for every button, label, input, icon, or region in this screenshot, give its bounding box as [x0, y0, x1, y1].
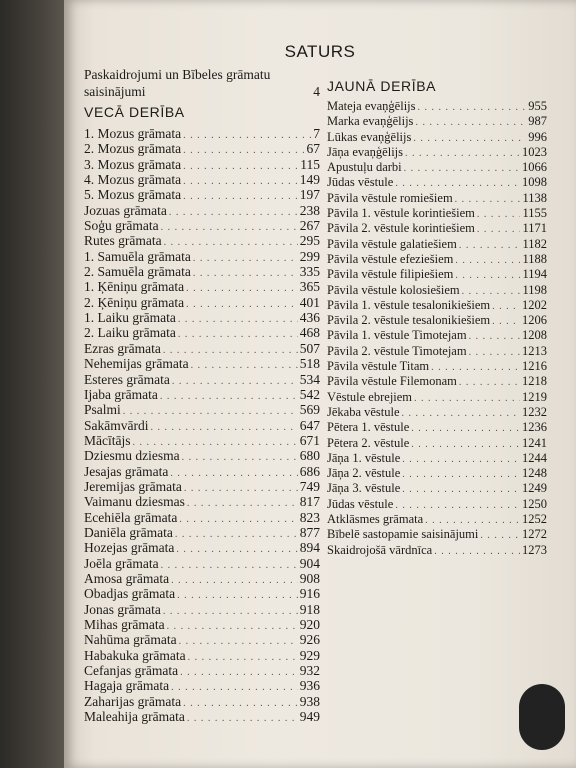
toc-entry-title: Skaidrojošā vārdnīca	[327, 542, 433, 557]
toc-entry-title: Jūdas vēstule	[327, 175, 394, 190]
old-testament-heading: VECĀ DERĪBA	[84, 104, 185, 120]
toc-entry-title: Ezras grāmata	[84, 340, 161, 356]
toc-entry-page: 1182	[522, 236, 547, 251]
toc-entry-page: 569	[299, 402, 320, 418]
toc-entry-page: 436	[299, 310, 320, 326]
toc-entry	[327, 543, 547, 558]
dot-leader	[462, 283, 521, 299]
toc-entry-title: Pāvila 1. vēstule Timotejam	[327, 328, 467, 343]
toc-entry-title: 1. Mozus grāmata	[84, 126, 182, 141]
toc-entry-title: Pāvila 2. vēstule tesalonikiešiem	[327, 313, 491, 328]
dot-leader	[187, 709, 298, 726]
toc-entry	[84, 341, 320, 356]
toc-entry-page: 671	[299, 432, 320, 448]
toc-entry-page: 920	[299, 617, 320, 632]
toc-entry-title: Mateja evaņģēlijs	[327, 99, 416, 113]
toc-entry-page: 996	[528, 129, 547, 144]
toc-entry-title: Vaimanu dziesmas	[84, 494, 185, 510]
toc-entry	[327, 405, 547, 420]
dot-leader	[455, 191, 521, 207]
new-testament-heading: JAUNĀ DERĪBA	[327, 78, 437, 94]
toc-entry-title: Ijaba grāmata	[84, 386, 158, 402]
book-binding-shadow	[0, 0, 64, 768]
toc-entry	[84, 264, 320, 279]
dot-leader	[418, 99, 527, 115]
toc-entry-title: 2. Mozus grāmata	[84, 141, 182, 157]
toc-entry-page: 238	[299, 202, 320, 218]
toc-entry	[327, 221, 547, 236]
toc-entry-page: 647	[299, 417, 320, 433]
toc-entry-page: 1249	[522, 481, 547, 496]
toc-entry-page: 7	[313, 126, 320, 141]
toc-entry-page: 929	[299, 647, 320, 663]
toc-entry-title: Sakāmvārdi	[84, 417, 149, 433]
toc-entry-page: 1219	[522, 389, 547, 404]
dot-leader	[459, 237, 521, 253]
toc-entry-title: Hozejas grāmata	[84, 540, 175, 556]
page-title: SATURS	[284, 42, 356, 61]
toc-entry-title: Obadjas grāmata	[84, 586, 176, 602]
toc-entry	[327, 344, 547, 359]
toc-entry-page: 299	[299, 248, 320, 264]
toc-entry-page: 1213	[522, 343, 547, 358]
toc-entry-title: 2. Ķēniņu grāmata	[84, 294, 185, 310]
toc-entry-page: 67	[306, 141, 320, 157]
toc-entry	[327, 114, 547, 129]
toc-entry-title: Jūdas vēstule	[327, 496, 394, 511]
toc-entry	[84, 540, 320, 555]
toc-entry	[84, 464, 320, 479]
toc-entry-title: Pāvila vēstule galatiešiem	[327, 236, 457, 251]
toc-entry-page: 295	[299, 233, 320, 249]
toc-entry-page: 817	[299, 494, 320, 510]
toc-entry-page: 894	[299, 540, 320, 556]
dot-leader	[402, 466, 520, 482]
toc-entry-page: 1218	[522, 374, 547, 389]
dot-leader	[459, 374, 520, 390]
toc-entry	[327, 145, 547, 160]
toc-entry-title: Habakuka grāmata	[84, 647, 186, 663]
dot-leader	[405, 145, 520, 161]
toc-entry-title: Jesajas grāmata	[84, 463, 169, 479]
dot-leader	[402, 405, 520, 421]
toc-entry-title: Jēkaba vēstule	[327, 404, 400, 419]
toc-entry-page: 1273	[522, 542, 547, 557]
toc-entry-page: 955	[528, 99, 547, 113]
toc-entry-page: 267	[299, 218, 320, 234]
toc-entry	[327, 130, 547, 145]
dot-leader	[492, 313, 520, 329]
toc-entry	[84, 648, 320, 663]
toc-entry-page: 335	[299, 264, 320, 280]
toc-entry-title: Ecehiēla grāmata	[84, 509, 178, 525]
dot-leader	[404, 160, 520, 176]
toc-entry	[84, 233, 320, 248]
toc-entry	[84, 218, 320, 233]
toc-entry-title: Pētera 1. vēstule	[327, 420, 410, 435]
toc-entry-title: Jozuas grāmata	[84, 202, 167, 218]
toc-entry-title: Rutes grāmata	[84, 233, 162, 249]
dot-leader	[415, 114, 526, 130]
toc-entry-title: Jeremijas grāmata	[84, 478, 182, 494]
toc-entry-page: 987	[528, 114, 547, 129]
toc-entry	[327, 206, 547, 221]
toc-entry-title: Pāvila 2. vēstule korintiešiem	[327, 221, 475, 236]
book-page	[64, 0, 576, 768]
toc-entry-title: Soģu grāmata	[84, 218, 159, 234]
toc-entry-page: 916	[299, 586, 320, 602]
toc-entry	[84, 494, 320, 509]
dot-leader	[413, 130, 526, 146]
toc-entry-title: 3. Mozus grāmata	[84, 156, 182, 172]
old-testament-list	[84, 126, 320, 724]
toc-entry	[327, 527, 547, 542]
toc-entry	[327, 497, 547, 512]
toc-entry-title: Jāņa evaņģēlijs	[327, 144, 404, 159]
toc-entry-page: 936	[299, 678, 320, 694]
toc-entry	[84, 433, 320, 448]
toc-entry-title: 5. Mozus grāmata	[84, 187, 182, 203]
toc-entry-title: 2. Laiku grāmata	[84, 325, 176, 341]
toc-entry-page: 1250	[522, 496, 547, 511]
toc-entry-page: 680	[299, 448, 320, 464]
dot-leader	[455, 267, 520, 283]
toc-entry-page: 1023	[522, 144, 547, 159]
toc-entry-page: 1208	[522, 328, 547, 343]
toc-entry	[84, 172, 320, 187]
toc-entry	[84, 525, 320, 540]
toc-entry-page: 1206	[522, 313, 547, 328]
toc-entry	[84, 402, 320, 417]
intro-line-1: Paskaidrojumi un Bībeles grāmatu	[84, 67, 271, 82]
toc-entry-title: Dziesmu dziesma	[84, 448, 180, 464]
toc-entry-title: Jāņa 1. vēstule	[327, 450, 401, 465]
dot-leader	[480, 527, 520, 543]
toc-entry	[84, 418, 320, 433]
toc-entry-title: Nahūma grāmata	[84, 632, 177, 648]
dot-leader	[434, 543, 520, 559]
watermark-logo	[519, 684, 565, 750]
toc-entry	[327, 420, 547, 435]
toc-entry-page: 938	[299, 693, 320, 709]
toc-entry-title: Daniēla grāmata	[84, 524, 173, 540]
new-testament-list	[327, 99, 547, 558]
toc-entry-page: 918	[299, 601, 320, 617]
toc-entry-page: 932	[299, 663, 320, 679]
intro-page: 4	[313, 84, 320, 99]
toc-entry-page: 908	[299, 570, 320, 586]
toc-entry	[327, 99, 547, 114]
toc-entry-title: Marka evaņģēlijs	[327, 114, 414, 129]
toc-entry-page: 1066	[522, 160, 547, 175]
toc-entry	[84, 387, 320, 402]
toc-entry	[84, 479, 320, 494]
toc-entry-page: 401	[299, 294, 320, 310]
toc-entry-page: 115	[300, 156, 320, 172]
toc-entry-title: 4. Mozus grāmata	[84, 172, 182, 188]
dot-leader	[411, 436, 520, 452]
toc-entry-page: 1232	[522, 404, 547, 419]
toc-entry	[327, 466, 547, 481]
dot-leader	[402, 451, 520, 467]
toc-entry	[327, 313, 547, 328]
toc-entry-title: Pāvila vēstule kolosiešiem	[327, 282, 460, 297]
dot-leader	[477, 221, 521, 237]
toc-entry	[84, 448, 320, 463]
toc-entry	[327, 359, 547, 374]
toc-entry-title: Amosa grāmata	[84, 570, 170, 586]
toc-entry-title: Bībelē sastopamie saisinājumi	[327, 527, 479, 542]
toc-entry	[327, 237, 547, 252]
right-column	[327, 78, 547, 558]
toc-entry-page: 926	[299, 632, 320, 648]
toc-entry-page: 197	[299, 187, 320, 203]
toc-entry	[84, 694, 320, 709]
toc-entry-page: 904	[299, 555, 320, 571]
toc-entry-page: 1198	[522, 282, 547, 297]
toc-entry-title: Esteres grāmata	[84, 371, 170, 387]
toc-entry-title: Psalmi	[84, 402, 121, 418]
toc-entry-page: 534	[299, 371, 320, 387]
toc-entry	[327, 374, 547, 389]
toc-entry	[84, 310, 320, 325]
toc-entry	[327, 191, 547, 206]
toc-entry	[327, 175, 547, 190]
toc-entry-page: 877	[299, 524, 320, 540]
toc-entry-title: Zaharijas grāmata	[84, 693, 182, 709]
toc-entry	[327, 481, 547, 496]
toc-entry-title: Mācītājs	[84, 432, 131, 448]
toc-entry-page: 1244	[522, 450, 547, 465]
toc-entry-page: 1252	[522, 512, 547, 527]
toc-entry-title: Cefanjas grāmata	[84, 663, 179, 679]
toc-entry	[84, 157, 320, 172]
toc-entry-page: 1216	[522, 359, 547, 374]
toc-entry	[327, 436, 547, 451]
toc-entry	[84, 372, 320, 387]
toc-entry	[327, 512, 547, 527]
dot-leader	[469, 328, 520, 344]
toc-entry-page: 749	[299, 478, 320, 494]
toc-entry-title: Nehemijas grāmata	[84, 356, 189, 372]
toc-entry	[84, 663, 320, 678]
toc-entry-page: 823	[299, 509, 320, 525]
left-column	[84, 66, 320, 724]
dot-leader	[455, 252, 520, 268]
toc-entry	[84, 510, 320, 525]
toc-entry-title: Pāvila 1. vēstule tesalonikiešiem	[327, 297, 491, 312]
toc-entry	[84, 325, 320, 340]
toc-entry	[84, 617, 320, 632]
toc-entry	[327, 267, 547, 282]
toc-entry-title: Pāvila vēstule Titam	[327, 359, 430, 374]
toc-entry	[84, 678, 320, 693]
toc-entry	[84, 295, 320, 310]
toc-entry-page: 1272	[522, 527, 547, 542]
toc-entry-title: Pāvila vēstule romiešiem	[327, 190, 453, 205]
dot-leader	[431, 359, 520, 375]
toc-entry	[327, 283, 547, 298]
toc-entry-title: 1. Laiku grāmata	[84, 310, 176, 326]
toc-entry-page: 686	[299, 463, 320, 479]
dot-leader	[411, 420, 520, 436]
dot-leader	[402, 481, 520, 497]
toc-entry-title: 2. Samuēla grāmata	[84, 264, 191, 280]
toc-entry-title: Pāvila 1. vēstule korintiešiem	[327, 206, 475, 221]
toc-entry-title: Maleahija grāmata	[84, 709, 185, 725]
toc-entry-title: Lūkas evaņģēlijs	[327, 129, 412, 144]
toc-entry	[327, 160, 547, 175]
toc-entry	[327, 298, 547, 313]
toc-entry-page: 1171	[522, 221, 547, 236]
toc-entry-page: 149	[299, 172, 320, 188]
toc-entry-title: 1. Samuēla grāmata	[84, 248, 191, 264]
toc-entry-page: 507	[299, 340, 320, 356]
toc-entry-title: Jonas grāmata	[84, 601, 161, 617]
dot-leader	[492, 298, 520, 314]
toc-entry-title: 1. Ķēniņu grāmata	[84, 279, 185, 295]
intro-entry	[84, 66, 320, 100]
toc-entry-page: 542	[299, 386, 320, 402]
toc-entry-page: 1248	[522, 466, 547, 481]
toc-entry-title: Joēla grāmata	[84, 555, 159, 571]
toc-entry-page: 1138	[522, 190, 547, 205]
toc-entry-title: Pāvila 2. vēstule Timotejam	[327, 343, 467, 358]
toc-entry	[327, 252, 547, 267]
dot-leader	[414, 390, 520, 406]
toc-entry	[327, 451, 547, 466]
toc-entry-title: Jāņa 3. vēstule	[327, 481, 401, 496]
toc-entry	[84, 203, 320, 218]
toc-entry	[84, 632, 320, 647]
toc-entry-title: Jāņa 2. vēstule	[327, 466, 401, 481]
toc-entry-page: 1202	[522, 297, 547, 312]
toc-entry-title: Hagaja grāmata	[84, 678, 170, 694]
toc-entry-title: Vēstule ebrejiem	[327, 389, 413, 404]
toc-entry	[84, 571, 320, 586]
toc-entry-title: Pāvila vēstule Filemonam	[327, 374, 457, 389]
toc-entry	[84, 249, 320, 264]
toc-entry	[84, 187, 320, 202]
toc-entry	[84, 709, 320, 724]
toc-entry	[84, 126, 320, 141]
toc-entry-title: Pētera 2. vēstule	[327, 435, 410, 450]
toc-entry	[84, 356, 320, 371]
toc-entry-page: 1155	[522, 206, 547, 221]
toc-entry-title: Mihas grāmata	[84, 617, 165, 632]
toc-entry	[84, 586, 320, 601]
toc-entry-page: 1236	[522, 420, 547, 435]
toc-entry	[84, 556, 320, 571]
toc-entry-page: 1098	[522, 175, 547, 190]
toc-entry	[84, 141, 320, 156]
toc-entry-title: Atklāsmes grāmata	[327, 512, 424, 527]
toc-entry-title: Pāvila vēstule filipiešiem	[327, 267, 454, 282]
toc-entry	[84, 602, 320, 617]
toc-entry	[327, 328, 547, 343]
dot-leader	[477, 206, 521, 222]
toc-entry-page: 1241	[522, 435, 547, 450]
dot-leader	[395, 497, 520, 513]
dot-leader	[425, 512, 520, 528]
toc-entry	[327, 390, 547, 405]
dot-leader	[395, 175, 520, 191]
toc-entry-page: 1188	[522, 251, 547, 266]
toc-entry-page: 365	[299, 279, 320, 295]
toc-entry-title: Pāvila vēstule efeziešiem	[327, 251, 454, 266]
toc-entry-page: 1194	[522, 267, 547, 282]
toc-entry-page: 468	[299, 325, 320, 341]
toc-entry-page: 518	[299, 356, 320, 372]
intro-line-2	[84, 83, 320, 100]
toc-entry	[84, 279, 320, 294]
dot-leader	[469, 344, 520, 360]
intro-label: saisinājumi	[84, 84, 146, 99]
toc-entry-page: 949	[299, 709, 320, 725]
toc-entry-title: Apustuļu darbi	[327, 160, 402, 175]
